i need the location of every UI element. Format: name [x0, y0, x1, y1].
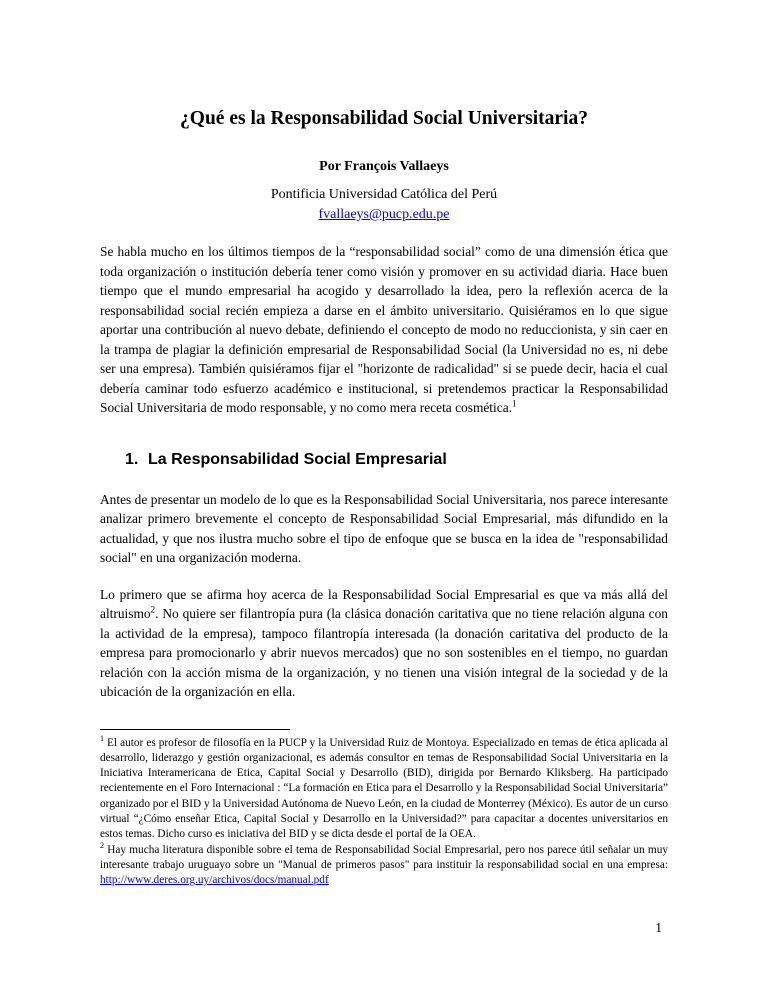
document-title: ¿Qué es la Responsabilidad Social Universitaria? [180, 108, 588, 129]
footnote-ref-1: 1 [511, 398, 517, 409]
section-title: La Responsabilidad Social Empresarial [148, 450, 447, 468]
footnote-1 [100, 733, 668, 843]
paragraph-3-text-b: . No quiere ser filantropía pura (la clásica donación caritativa que no tiene relación alguna con la actividad de la empresa), tampoco filantropía interesada (la donación caritativa del producto de la empresa para promocionarlo y abrir nuevos mercados) que no son sostenibles en el tiempo, no guardan relación con la acción misma de la organización, y no tienen una visión integral de la sociedad y de la ubicación de la organización en ella. [100, 606, 668, 699]
footnote-ref-2: 2 [150, 604, 156, 615]
section-number: 1. [125, 450, 139, 468]
paragraph-2: Antes de presentar un modelo de lo que es la Responsabilidad Social Universitaria, nos parece interesante analizar primero brevemente el concepto de Responsabilidad Social Empresarial, más difundido en la actualidad, y que nos ilustra mucho sobre el tipo de enfoque que se busca en la idea de "responsabilidad social" en una organización moderna. [100, 491, 668, 565]
footnote-1-text: El autor es profesor de filosofía en la PUCP y la Universidad Ruiz de Montoya. Especializado en temas de ética aplicada al desarrollo, liderazgo y gestión organizacional, es además consultor en temas de Responsabilidad Social Universitaria en la Iniciativa Interamericana de Etica, Capital Social y Desarrollo (BID), dirigida por Bernardo Kliksberg. Ha participado recientemente en el Foro Internacional : “La formación en Etica para el Desarrollo y la Responsabilidad Social Universitaria” organizado por el BID y la Universidad Autónoma de Nuevo León, en la ciudad de Monterrey (México). Es autor de un curso virtual “¿Cómo enseñar Etica, Capital Social y Desarrollo en la Universidad?” para capacitar a docentes universitarios en estos temas. Dicho curso es iniciativa del BID y se dicta desde el portal de la OEA. [100, 736, 668, 841]
email-link[interactable]: fvallaeys@pucp.edu.pe [318, 207, 450, 222]
author-byline: Por François Vallaeys [319, 159, 449, 174]
paragraph-3 [100, 585, 668, 702]
footnote-2-text: Hay mucha literatura disponible sobre el tema de Responsabilidad Social Empresarial, pero nos parece útil señalar un muy interesante trabajo uruguayo sobre un "Manual de primeros pasos" para instituir la responsabilidad social en una empresa: [100, 843, 668, 871]
footnote-1-marker: 1 [100, 733, 104, 743]
footnotes-section [100, 729, 668, 889]
affiliation: Pontificia Universidad Católica del Perú [270, 187, 498, 202]
paragraph-intro-text: Se habla mucho en los últimos tiempos de la “responsabilidad social” como de una dimensión ética que toda organización o institución debería tener como visión y promover en su actividad diaria. Hace buen tiempo que el mundo empresarial ha acogido y desarrollado la idea, pero la reflexión acerca de la responsabilidad social recién empieza a darse en el ámbito universitario. Quisiéramos en lo que sigue aportar una contribución al nuevo debate, definiendo el concepto de modo no reduccionista, y sin caer en la trampa de plagiar la definición empresarial de Responsabilidad Social (la Universidad no es, ni debe ser una empresa). También quisiéramos fijar el "horizonte de radicalidad" si se puede decir, hacia el cual debería caminar todo esfuerzo académico e institucional, si pretendemos practicar la Responsabilidad Social Universitaria de modo responsable, y no como mera receta cosmética. [100, 244, 668, 415]
page-content [100, 0, 668, 888]
footnote-2-marker: 2 [100, 840, 104, 850]
page-number: 1 [655, 920, 662, 935]
manual-pdf-link[interactable]: http://www.deres.org.uy/archivos/docs/manual.pdf [100, 874, 329, 887]
paragraph-3-text-a: Lo primero que se afirma hoy acerca de la Responsabilidad Social Empresarial es que va más allá del altruismo [100, 586, 668, 621]
section-heading-1 [100, 449, 668, 470]
footnote-2 [100, 840, 668, 889]
email-line [100, 205, 668, 225]
paragraph-intro [100, 242, 668, 418]
footnote-separator-rule [100, 729, 290, 730]
